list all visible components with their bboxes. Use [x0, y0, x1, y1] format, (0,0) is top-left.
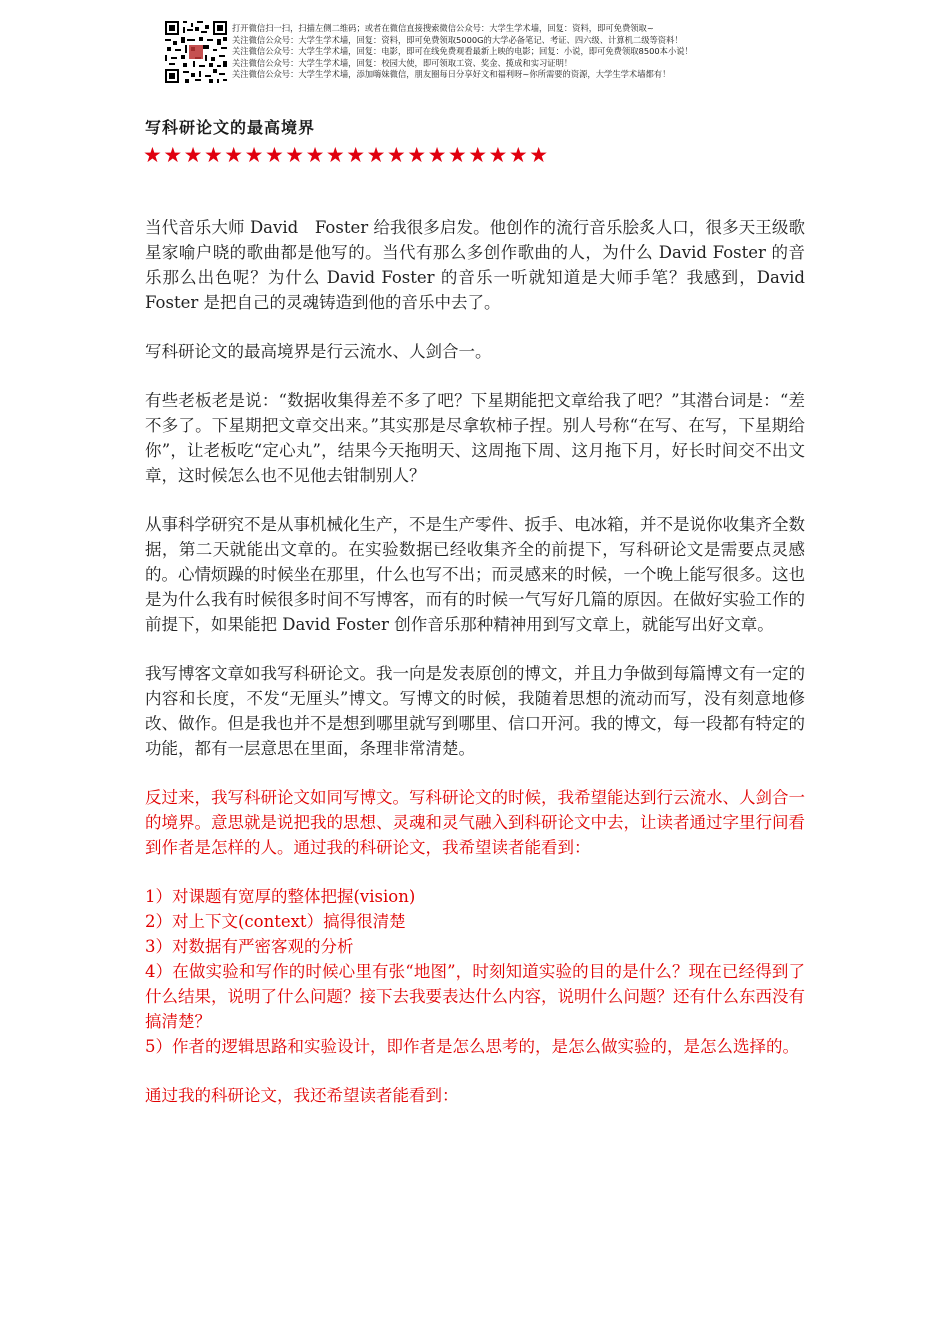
list-item: 2）对上下文(context）搞得很清楚 — [145, 912, 406, 931]
paragraph: 从事科学研究不是从事机械化生产，不是生产零件、扳手、电冰箱，并不是说你收集齐全数据，第二天就能出文章的。在实验数据已经收集齐全的前提下，写科研论文是需要点灵感的。心情烦躁的时候坐在那里，什么也写不出；而灵感来的时候，一个晚上能写很多。这也是为什么我有时候很多时间不写博客，而有的时候一气写好几篇的原因。在做好实验工作的前提下，如果能把 David Foster 创作音乐那种精神用到写文章上，就能写出好文章。 — [145, 515, 805, 634]
paragraph: 写科研论文的最高境界是行云流水、人剑合一。 — [145, 342, 492, 361]
paragraph: 有些老板老是说：“数据收集得差不多了吧？下星期能把文章给我了吧？”其潜台词是：“差不多了。下星期把文章交出来。”其实那是尽拿软柿子捏。别人号称“在写、在写，下星期给你”，让老板吃“定心丸”，结果今天拖明天、这周拖下周、这月拖下月，好长时间交不出文章，这时候怎么也不见他去钳制别人？ — [145, 391, 805, 485]
promo-line: 关注微信公众号：大学生学术墙，添加嗨妹微信，朋友圈每日分享好文和福利呀~你所需要的资源，大学生学术墙都有！ — [232, 69, 671, 80]
paragraph: 当代音乐大师 David Foster 给我很多启发。他创作的流行音乐脍炙人口，很多天王级歌星家喻户晓的歌曲都是他写的。当代有那么多创作歌曲的人，为什么 David Foster 的音乐那么出色呢？为什么 David Foster 的音乐一听就知道是大师手笔？我感到，David Foster 是把自己的灵魂铸造到他的音乐中去了。 — [145, 218, 805, 312]
promo-line: 打开微信扫一扫，扫描左侧二维码；或者在微信直接搜索微信公众号：大学生学术墙，回复：资料，即可免费领取~ — [232, 23, 654, 33]
promo-text — [232, 23, 792, 81]
expectation-list — [145, 884, 805, 1059]
paragraph: 我写博客文章如我写科研论文。我一向是发表原创的博文，并且力争做到每篇博文有一定的内容和长度，不发“无厘头”博文。写博文的时候，我随着思想的流动而写，没有刻意地修改、做作。但是我也并不是想到哪里就写到哪里、信口开河。我的博文，每一段都有特定的功能，都有一层意思在里面，条理非常清楚。 — [145, 664, 805, 758]
closing-line: 通过我的科研论文，我还希望读者能看到： — [145, 1086, 459, 1105]
page-title: 写科研论文的最高境界 — [145, 118, 316, 137]
promo-header — [165, 21, 785, 85]
promo-line: 关注微信公众号：大学生学术墙，回复：电影，即可在线免费观看最新上映的电影；回复：小说，即可免费领取8500本小说！ — [232, 46, 693, 57]
list-item: 4）在做实验和写作的时候心里有张“地图”，时刻知道实验的目的是什么？现在已经得到了什么结果，说明了什么问题？接下去我要表达什么内容，说明什么问题？还有什么东西没有搞清楚？ — [145, 962, 805, 1031]
highlighted-paragraph: 反过来，我写科研论文如同写博文。写科研论文的时候，我希望能达到行云流水、人剑合一的境界。意思就是说把我的思想、灵魂和灵气融入到科研论文中去，让读者通过字里行间看到作者是怎样的人。通过我的科研论文，我希望读者能看到： — [145, 788, 805, 857]
star-divider: ★★★★★★★★★★★★★★★★★★★★ — [143, 143, 550, 167]
list-item: 5）作者的逻辑思路和实验设计，即作者是怎么思考的，是怎么做实验的，是怎么选择的。 — [145, 1037, 799, 1056]
list-item: 1）对课题有宽厚的整体把握(vision) — [145, 887, 416, 906]
qr-code-icon[interactable] — [165, 21, 227, 83]
list-item: 3）对数据有严密客观的分析 — [145, 937, 354, 956]
promo-line: 关注微信公众号：大学生学术墙，回复：资料，即可免费领取5000G的大学必备笔记、考证、四六级、计算机二级等资料！ — [232, 34, 683, 45]
promo-line: 关注微信公众号：大学生学术墙，回复：校园大使，即可领取工资、奖金、揽成和实习证明！ — [232, 57, 573, 68]
article-body — [145, 215, 805, 1132]
